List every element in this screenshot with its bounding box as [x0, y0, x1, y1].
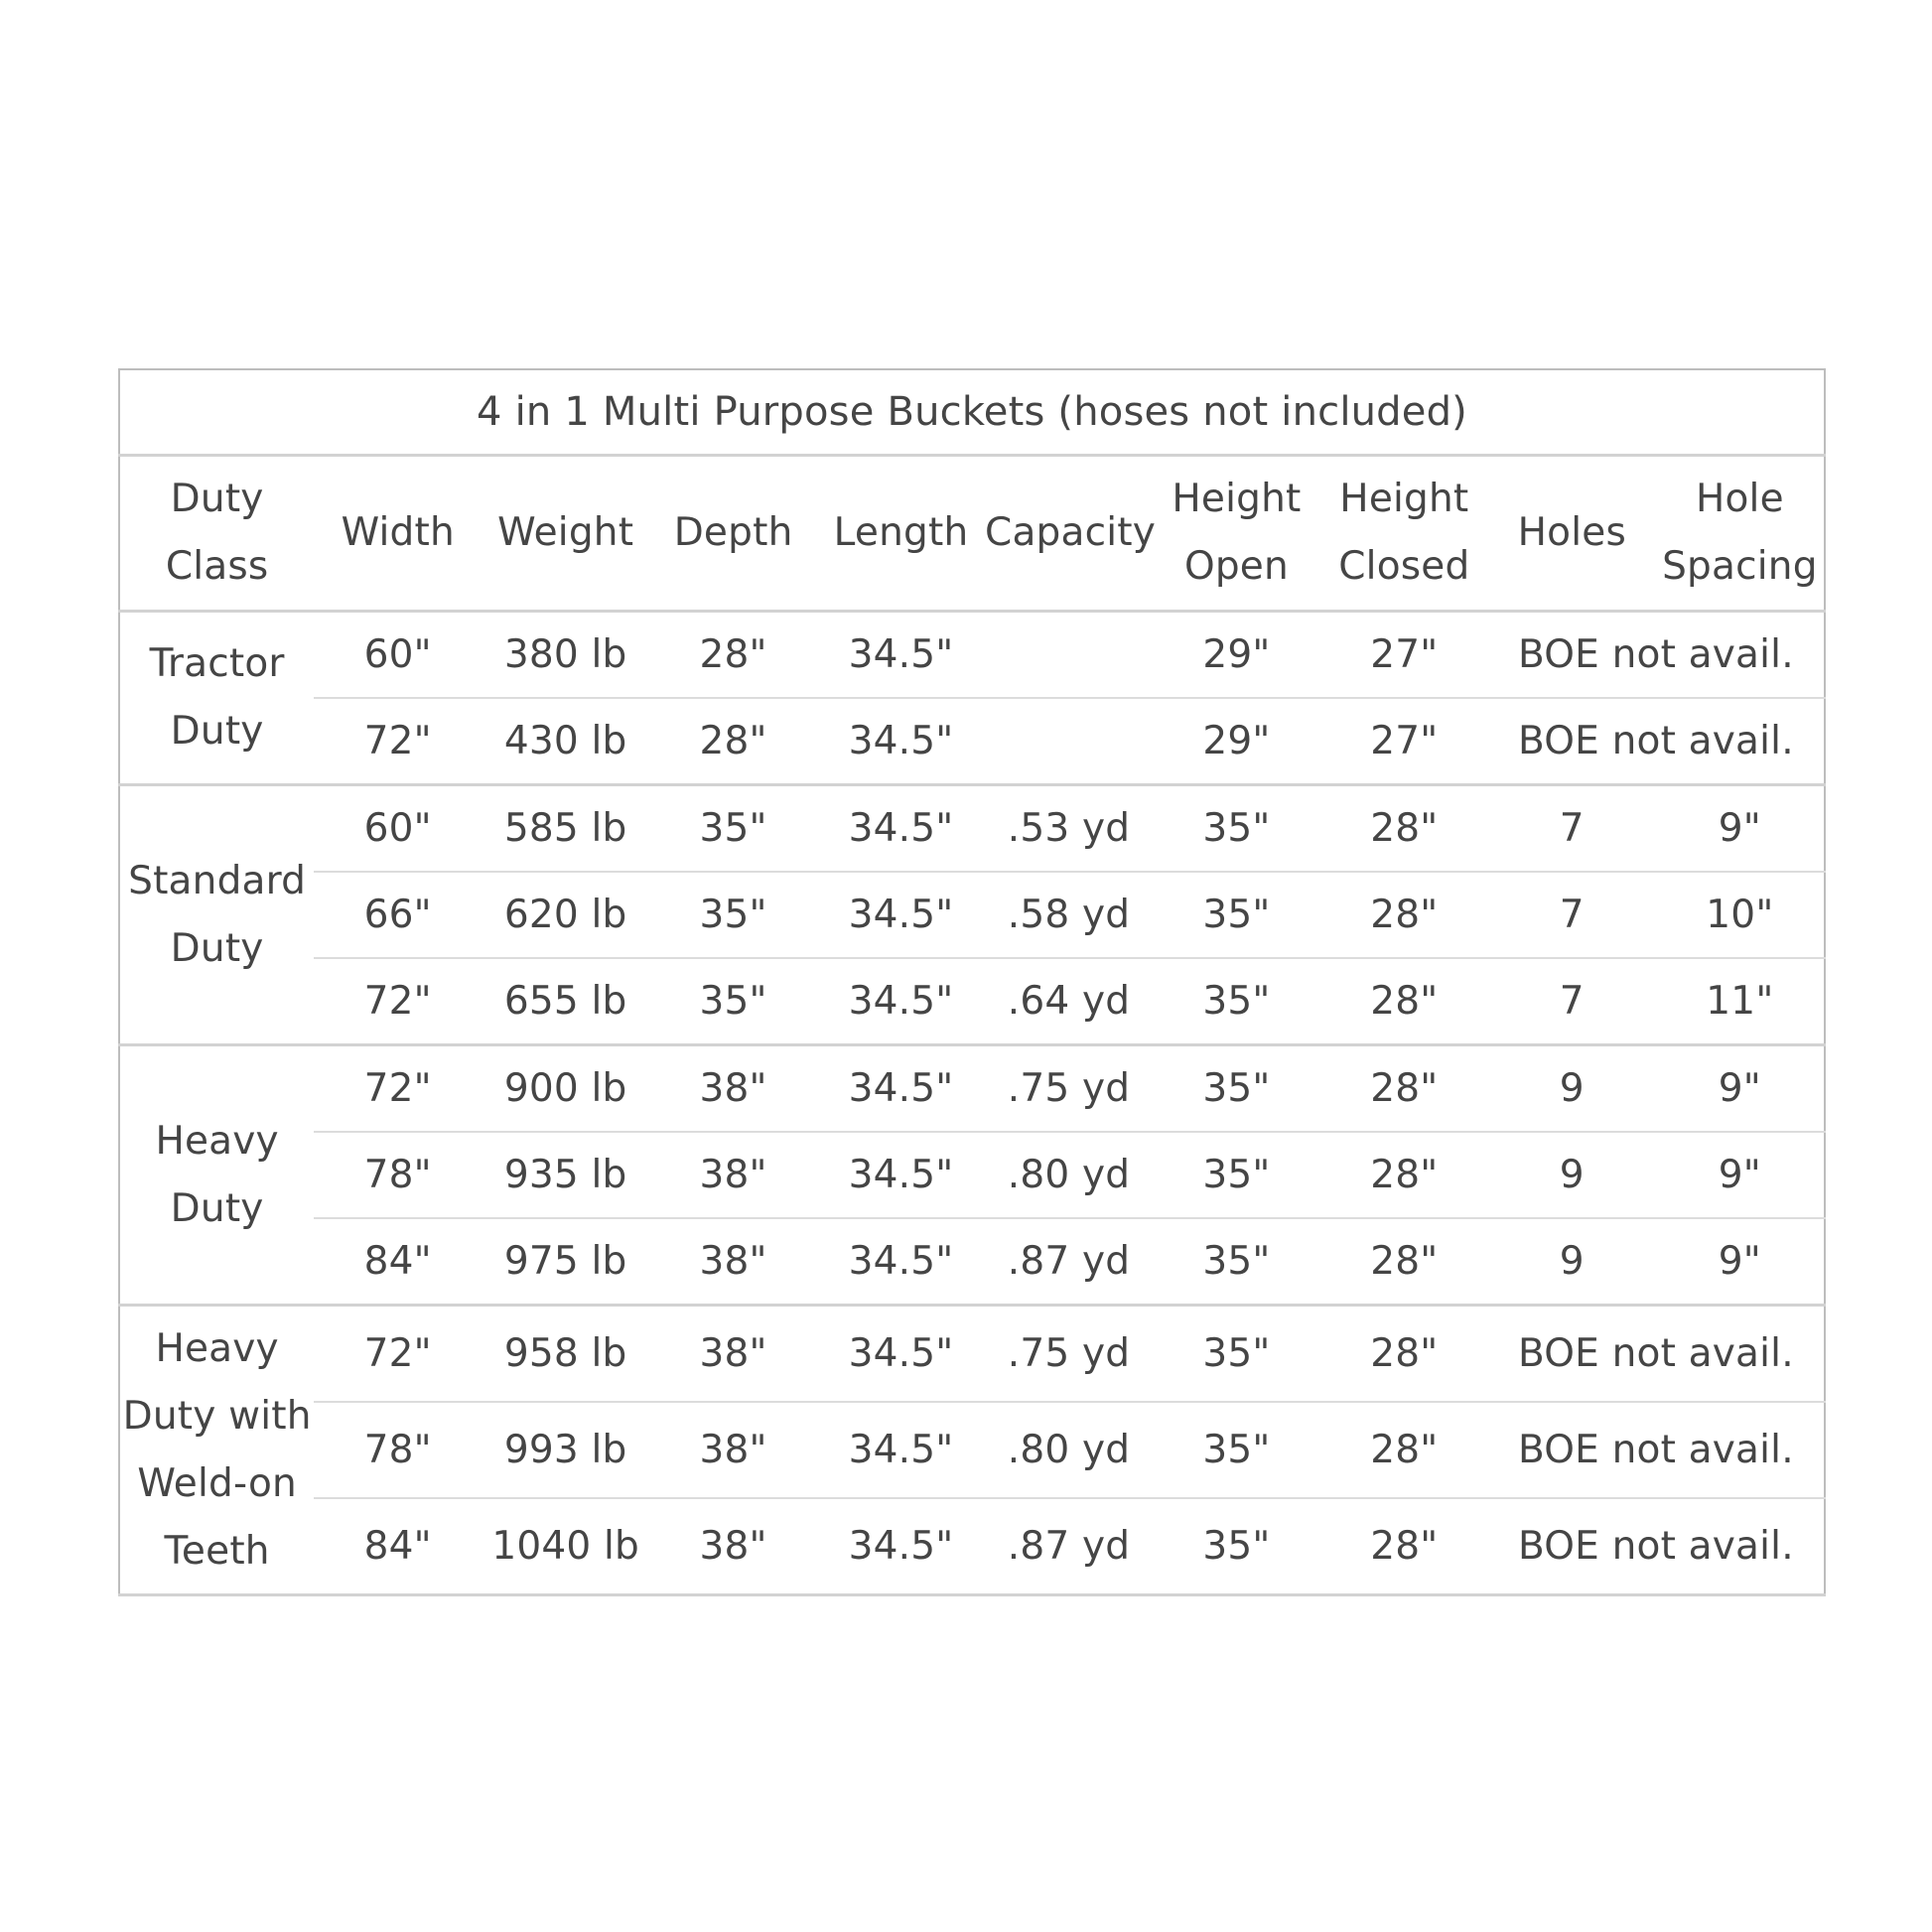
height-closed-cell: 28" — [1320, 1045, 1488, 1133]
duty-class-line: Heavy — [155, 1325, 279, 1371]
holes-cell: 7 — [1488, 785, 1656, 873]
height-closed-cell: 28" — [1320, 1132, 1488, 1218]
capacity-cell — [985, 698, 1153, 785]
capacity-cell: .75 yd — [985, 1045, 1153, 1133]
length-cell: 34.5" — [817, 1045, 985, 1133]
header-width: Width — [314, 456, 482, 612]
header-capacity: Capacity — [985, 456, 1153, 612]
header-holes: Holes — [1488, 456, 1656, 612]
holes-note-cell: BOE not avail. — [1488, 1402, 1825, 1498]
holes-note-cell: BOE not avail. — [1488, 612, 1825, 699]
height-open-cell: 35" — [1153, 1402, 1320, 1498]
capacity-cell: .80 yd — [985, 1132, 1153, 1218]
header-hole-spacing — [1656, 456, 1825, 612]
header-length: Length — [817, 456, 985, 612]
duty-class-line: Teeth — [164, 1528, 270, 1574]
height-closed-cell: 28" — [1320, 1218, 1488, 1306]
holes-cell: 7 — [1488, 872, 1656, 958]
weight-cell: 975 lb — [482, 1218, 649, 1306]
width-cell: 66" — [314, 872, 482, 958]
table-row — [119, 1306, 1825, 1403]
capacity-cell: .75 yd — [985, 1306, 1153, 1403]
width-cell: 84" — [314, 1218, 482, 1306]
height-open-cell: 35" — [1153, 785, 1320, 873]
hole-spacing-cell: 9" — [1656, 1132, 1825, 1218]
duty-class-line: Duty — [170, 1185, 264, 1231]
length-cell: 34.5" — [817, 958, 985, 1045]
table-title: 4 in 1 Multi Purpose Buckets (hoses not included) — [119, 369, 1825, 456]
height-open-cell: 29" — [1153, 612, 1320, 699]
length-cell: 34.5" — [817, 1498, 985, 1595]
header-hole-spacing-line: Hole — [1695, 477, 1784, 521]
holes-note-cell: BOE not avail. — [1488, 698, 1825, 785]
weight-cell: 993 lb — [482, 1402, 649, 1498]
holes-cell: 9 — [1488, 1218, 1656, 1306]
weight-cell: 1040 lb — [482, 1498, 649, 1595]
table-row — [119, 785, 1825, 873]
height-open-cell: 35" — [1153, 1045, 1320, 1133]
holes-note-cell: BOE not avail. — [1488, 1498, 1825, 1595]
capacity-cell: .58 yd — [985, 872, 1153, 958]
capacity-cell: .87 yd — [985, 1498, 1153, 1595]
height-closed-cell: 27" — [1320, 698, 1488, 785]
duty-class-line: Standard — [128, 858, 307, 903]
height-closed-cell: 28" — [1320, 1306, 1488, 1403]
capacity-cell: .87 yd — [985, 1218, 1153, 1306]
header-hole-spacing-line: Spacing — [1662, 544, 1818, 589]
height-open-cell: 35" — [1153, 1498, 1320, 1595]
table-row — [119, 872, 1825, 958]
height-closed-cell: 28" — [1320, 872, 1488, 958]
duty-class-cell — [119, 612, 314, 785]
length-cell: 34.5" — [817, 612, 985, 699]
depth-cell: 38" — [649, 1498, 817, 1595]
height-closed-cell: 28" — [1320, 1402, 1488, 1498]
width-cell: 72" — [314, 958, 482, 1045]
depth-cell: 38" — [649, 1132, 817, 1218]
width-cell: 78" — [314, 1132, 482, 1218]
depth-cell: 38" — [649, 1218, 817, 1306]
header-height-open — [1153, 456, 1320, 612]
weight-cell: 620 lb — [482, 872, 649, 958]
depth-cell: 35" — [649, 872, 817, 958]
header-depth: Depth — [649, 456, 817, 612]
header-height-closed — [1320, 456, 1488, 612]
table-row — [119, 612, 1825, 699]
header-height-closed-line: Height — [1339, 477, 1469, 521]
duty-class-line: Weld-on — [137, 1460, 297, 1506]
header-weight: Weight — [482, 456, 649, 612]
height-closed-cell: 27" — [1320, 612, 1488, 699]
height-open-cell: 35" — [1153, 958, 1320, 1045]
height-open-cell: 35" — [1153, 872, 1320, 958]
holes-cell: 9 — [1488, 1045, 1656, 1133]
length-cell: 34.5" — [817, 698, 985, 785]
duty-class-cell — [119, 1306, 314, 1595]
table-row — [119, 1218, 1825, 1306]
length-cell: 34.5" — [817, 1306, 985, 1403]
depth-cell: 38" — [649, 1045, 817, 1133]
width-cell: 72" — [314, 698, 482, 785]
height-open-cell: 29" — [1153, 698, 1320, 785]
height-open-cell: 35" — [1153, 1218, 1320, 1306]
duty-class-cell — [119, 1045, 314, 1306]
weight-cell: 380 lb — [482, 612, 649, 699]
hole-spacing-cell: 9" — [1656, 785, 1825, 873]
header-duty-class-line: Class — [165, 544, 269, 589]
capacity-cell: .53 yd — [985, 785, 1153, 873]
duty-class-line: Duty — [170, 709, 264, 754]
bucket-spec-table — [118, 368, 1826, 1596]
holes-note-cell: BOE not avail. — [1488, 1306, 1825, 1403]
holes-cell: 7 — [1488, 958, 1656, 1045]
depth-cell: 28" — [649, 698, 817, 785]
weight-cell: 935 lb — [482, 1132, 649, 1218]
header-height-closed-line: Closed — [1338, 544, 1470, 589]
weight-cell: 655 lb — [482, 958, 649, 1045]
weight-cell: 900 lb — [482, 1045, 649, 1133]
length-cell: 34.5" — [817, 1132, 985, 1218]
weight-cell: 430 lb — [482, 698, 649, 785]
depth-cell: 35" — [649, 958, 817, 1045]
width-cell: 78" — [314, 1402, 482, 1498]
duty-class-line: Heavy — [155, 1118, 279, 1164]
table-row — [119, 1498, 1825, 1595]
header-duty-class — [119, 456, 314, 612]
height-closed-cell: 28" — [1320, 1498, 1488, 1595]
weight-cell: 958 lb — [482, 1306, 649, 1403]
header-height-open-line: Open — [1183, 544, 1289, 589]
duty-class-line: Duty — [170, 925, 264, 971]
height-closed-cell: 28" — [1320, 785, 1488, 873]
duty-class-line: Duty with — [122, 1393, 312, 1439]
duty-class-line: Tractor — [149, 641, 285, 686]
capacity-cell: .80 yd — [985, 1402, 1153, 1498]
height-closed-cell: 28" — [1320, 958, 1488, 1045]
hole-spacing-cell: 9" — [1656, 1218, 1825, 1306]
height-open-cell: 35" — [1153, 1132, 1320, 1218]
table-row — [119, 698, 1825, 785]
width-cell: 84" — [314, 1498, 482, 1595]
length-cell: 34.5" — [817, 872, 985, 958]
length-cell: 34.5" — [817, 785, 985, 873]
depth-cell: 28" — [649, 612, 817, 699]
length-cell: 34.5" — [817, 1402, 985, 1498]
header-duty-class-line: Duty — [170, 477, 264, 521]
width-cell: 72" — [314, 1306, 482, 1403]
depth-cell: 38" — [649, 1306, 817, 1403]
depth-cell: 38" — [649, 1402, 817, 1498]
hole-spacing-cell: 9" — [1656, 1045, 1825, 1133]
capacity-cell — [985, 612, 1153, 699]
capacity-cell: .64 yd — [985, 958, 1153, 1045]
table-row — [119, 1045, 1825, 1133]
hole-spacing-cell: 10" — [1656, 872, 1825, 958]
width-cell: 72" — [314, 1045, 482, 1133]
table-row — [119, 1132, 1825, 1218]
hole-spacing-cell: 11" — [1656, 958, 1825, 1045]
height-open-cell: 35" — [1153, 1306, 1320, 1403]
depth-cell: 35" — [649, 785, 817, 873]
width-cell: 60" — [314, 612, 482, 699]
length-cell: 34.5" — [817, 1218, 985, 1306]
weight-cell: 585 lb — [482, 785, 649, 873]
width-cell: 60" — [314, 785, 482, 873]
holes-cell: 9 — [1488, 1132, 1656, 1218]
table-row — [119, 1402, 1825, 1498]
duty-class-cell — [119, 785, 314, 1045]
table-row — [119, 958, 1825, 1045]
header-height-open-line: Height — [1172, 477, 1302, 521]
